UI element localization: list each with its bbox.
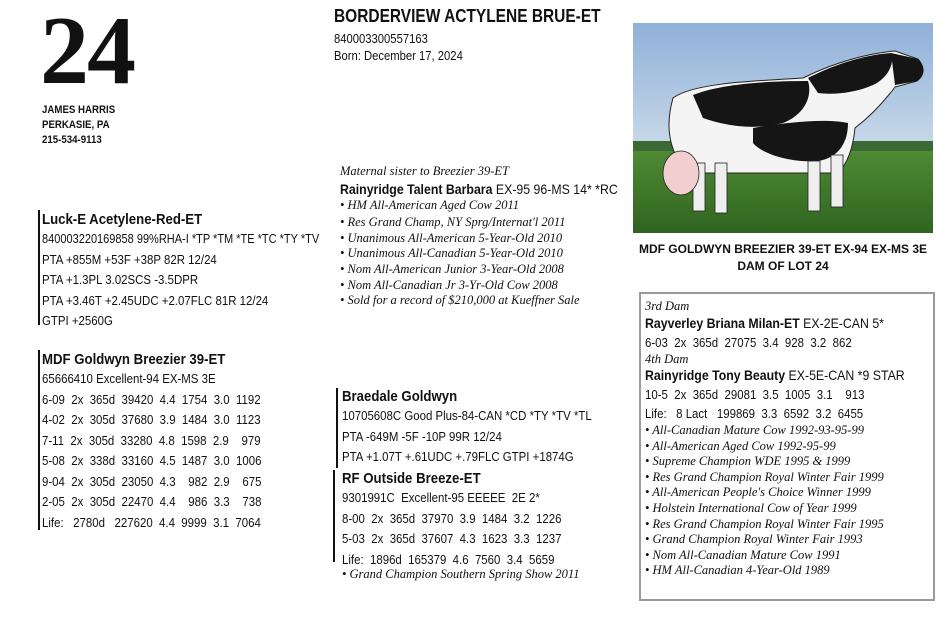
granddam-honor: • Grand Champion Southern Spring Show 2011 <box>342 567 580 581</box>
dam-photo <box>633 23 933 233</box>
maternal-sister-honor: • Unanimous All-American 5-Year-Old 2010 <box>340 230 563 245</box>
sire-line: GTPI +2560G <box>42 313 113 328</box>
dam-record-row: 9-04 2x 305d 23050 4.3 982 2.9 675 <box>42 473 262 489</box>
fourth-dam-honor: • All-Canadian Mature Cow 1992-93-95-99 <box>645 423 864 437</box>
dam-block <box>42 350 261 533</box>
sire-name: Luck-E Acetylene-Red-ET <box>42 211 203 228</box>
mgs-line: PTA +1.07T +.61UDC +.79FLC GTPI +1874G <box>342 449 574 464</box>
maternal-sister-heading <box>340 180 618 198</box>
animal-birthdate: Born: December 17, 2024 <box>334 49 463 63</box>
third-dam-classification: EX-2E-CAN 5* <box>799 315 884 331</box>
fourth-dam-record: 10-5 2x 365d 29081 3.5 1005 3.1 913 <box>645 387 865 402</box>
dam-bracket <box>38 350 40 530</box>
sire-line: 840003220169858 99%RHA-I *TP *TM *TE *TC *TY *TV <box>42 232 320 246</box>
mgs-line: 10705608C Good Plus-84-CAN *CD *TY *TV *TL <box>342 408 592 423</box>
granddam-record-row: 8-00 2x 365d 37970 3.9 1484 3.2 1226 <box>342 510 562 526</box>
fourth-dam-honor: • Res Grand Champion Royal Winter Fair 1999 <box>645 469 884 484</box>
dam-lifetime-row: Life: 2780d 227620 4.4 9999 3.1 7064 <box>42 514 261 530</box>
sire-line: PTA +1.3PL 3.02SCS -3.5DPR <box>42 272 199 287</box>
mgs-line: PTA -649M -5F -10P 99R 12/24 <box>342 428 502 444</box>
mgs-block <box>342 387 592 468</box>
dam-record-row: 7-11 2x 305d 33280 4.8 1598 2.9 979 <box>42 432 261 448</box>
maternal-sister-name: Rainyridge Talent Barbara <box>340 180 493 197</box>
photo-caption-line1: MDF GOLDWYN BREEZIER 39-ET EX-94 EX-MS 3E <box>638 242 928 256</box>
maternal-sister-block <box>340 164 656 309</box>
granddam-block <box>342 469 591 583</box>
fourth-dam-honor: • All-American People's Choice Winner 1999 <box>645 485 871 500</box>
granddam-record-row: 5-03 2x 365d 37607 4.3 1623 3.3 1237 <box>342 531 562 546</box>
maternal-sister-intro: Maternal sister to Breezier 39-ET <box>340 164 509 178</box>
fourth-dam-honor: • HM All-Canadian 4-Year-Old 1989 <box>645 563 830 578</box>
animal-name: BORDERVIEW ACTYLENE BRUE-ET <box>334 6 601 26</box>
maternal-sister-classification: EX-95 96-MS 14* *RC <box>492 180 618 197</box>
mgs-name: Braedale Goldwyn <box>342 388 458 405</box>
ancestor-dams-box <box>639 292 935 601</box>
fourth-dam-honor: • Res Grand Champion Royal Winter Fair 1995 <box>645 516 884 531</box>
lot-number: 24 <box>40 0 134 105</box>
consignor-info <box>42 103 115 148</box>
fourth-dam-honor: • Holstein International Cow of Year 1999 <box>645 500 857 515</box>
fourth-dam-honor: • Nom All-Canadian Mature Cow 1991 <box>645 547 841 562</box>
fourth-dam-honor: • All-American Aged Cow 1992-95-99 <box>645 438 836 453</box>
maternal-sister-honor: • Sold for a record of $210,000 at Kueffner Sale <box>340 293 580 308</box>
dam-record-row: 4-02 2x 305d 37680 3.9 1484 3.0 1123 <box>42 412 261 427</box>
mgs-bracket <box>336 388 338 468</box>
fourth-dam-lifetime: Life: 8 Lact 199869 3.3 6592 3.2 6455 <box>645 406 864 421</box>
dam-name: MDF Goldwyn Breezier 39-ET <box>42 351 226 368</box>
granddam-line: 9301991C Excellent-95 EEEEE 2E 2* <box>342 490 540 505</box>
sire-bracket <box>38 210 40 325</box>
fourth-dam-heading <box>645 366 905 385</box>
consignor-phone: 215-534-9113 <box>42 134 102 146</box>
fourth-dam-classification: EX-5E-CAN *9 STAR <box>785 367 905 383</box>
maternal-sister-honor: • Unanimous All-Canadian 5-Year-Old 2010 <box>340 246 563 261</box>
dam-record-row: 5-08 2x 338d 33160 4.5 1487 3.0 1006 <box>42 453 262 468</box>
photo-caption <box>633 241 933 275</box>
consignor-city: PERKASIE, PA <box>42 119 110 131</box>
cow-photo-image <box>633 23 933 233</box>
granddam-bracket <box>333 470 335 562</box>
fourth-dam-label: 4th Dam <box>645 352 689 366</box>
sire-line: PTA +855M +53F +38P 82R 12/24 <box>42 251 217 267</box>
fourth-dam-honor: • Grand Champion Royal Winter Fair 1993 <box>645 532 863 547</box>
maternal-sister-honor: • Nom All-American Junior 3-Year-Old 2008 <box>340 261 564 276</box>
sire-line: PTA +3.46T +2.45UDC +2.07FLC 81R 12/24 <box>42 292 269 308</box>
consignor-name: JAMES HARRIS <box>42 104 116 116</box>
photo-caption-line2: DAM OF LOT 24 <box>737 259 829 273</box>
maternal-sister-honor: • Nom All-Canadian Jr 3-Yr-Old Cow 2008 <box>340 277 558 292</box>
dam-record-row: 6-09 2x 365d 39420 4.4 1754 3.0 1192 <box>42 391 261 407</box>
maternal-sister-honor: • HM All-American Aged Cow 2011 <box>340 197 520 212</box>
maternal-sister-honor: • Res Grand Champ, NY Sprg/Internat'l 2011 <box>340 215 566 230</box>
third-dam-name: Rayverley Briana Milan-ET <box>645 315 800 331</box>
third-dam-label: 3rd Dam <box>645 299 690 313</box>
animal-reg-number: 840003300557163 <box>334 32 428 46</box>
granddam-lifetime-row: Life: 1896d 165379 4.6 7560 3.4 5659 <box>342 551 555 567</box>
third-dam-record: 6-03 2x 365d 27075 3.4 928 3.2 862 <box>645 335 852 350</box>
dam-record-row: 2-05 2x 305d 22470 4.4 986 3.3 738 <box>42 494 262 509</box>
sire-block <box>42 210 319 332</box>
third-dam-heading <box>645 314 898 333</box>
granddam-name: RF Outside Breeze-ET <box>342 470 481 487</box>
dam-line: 65666410 Excellent-94 EX-MS 3E <box>42 371 216 386</box>
fourth-dam-name: Rainyridge Tony Beauty <box>645 367 786 383</box>
fourth-dam-honor: • Supreme Champion WDE 1995 & 1999 <box>645 454 851 469</box>
animal-info <box>334 31 463 65</box>
